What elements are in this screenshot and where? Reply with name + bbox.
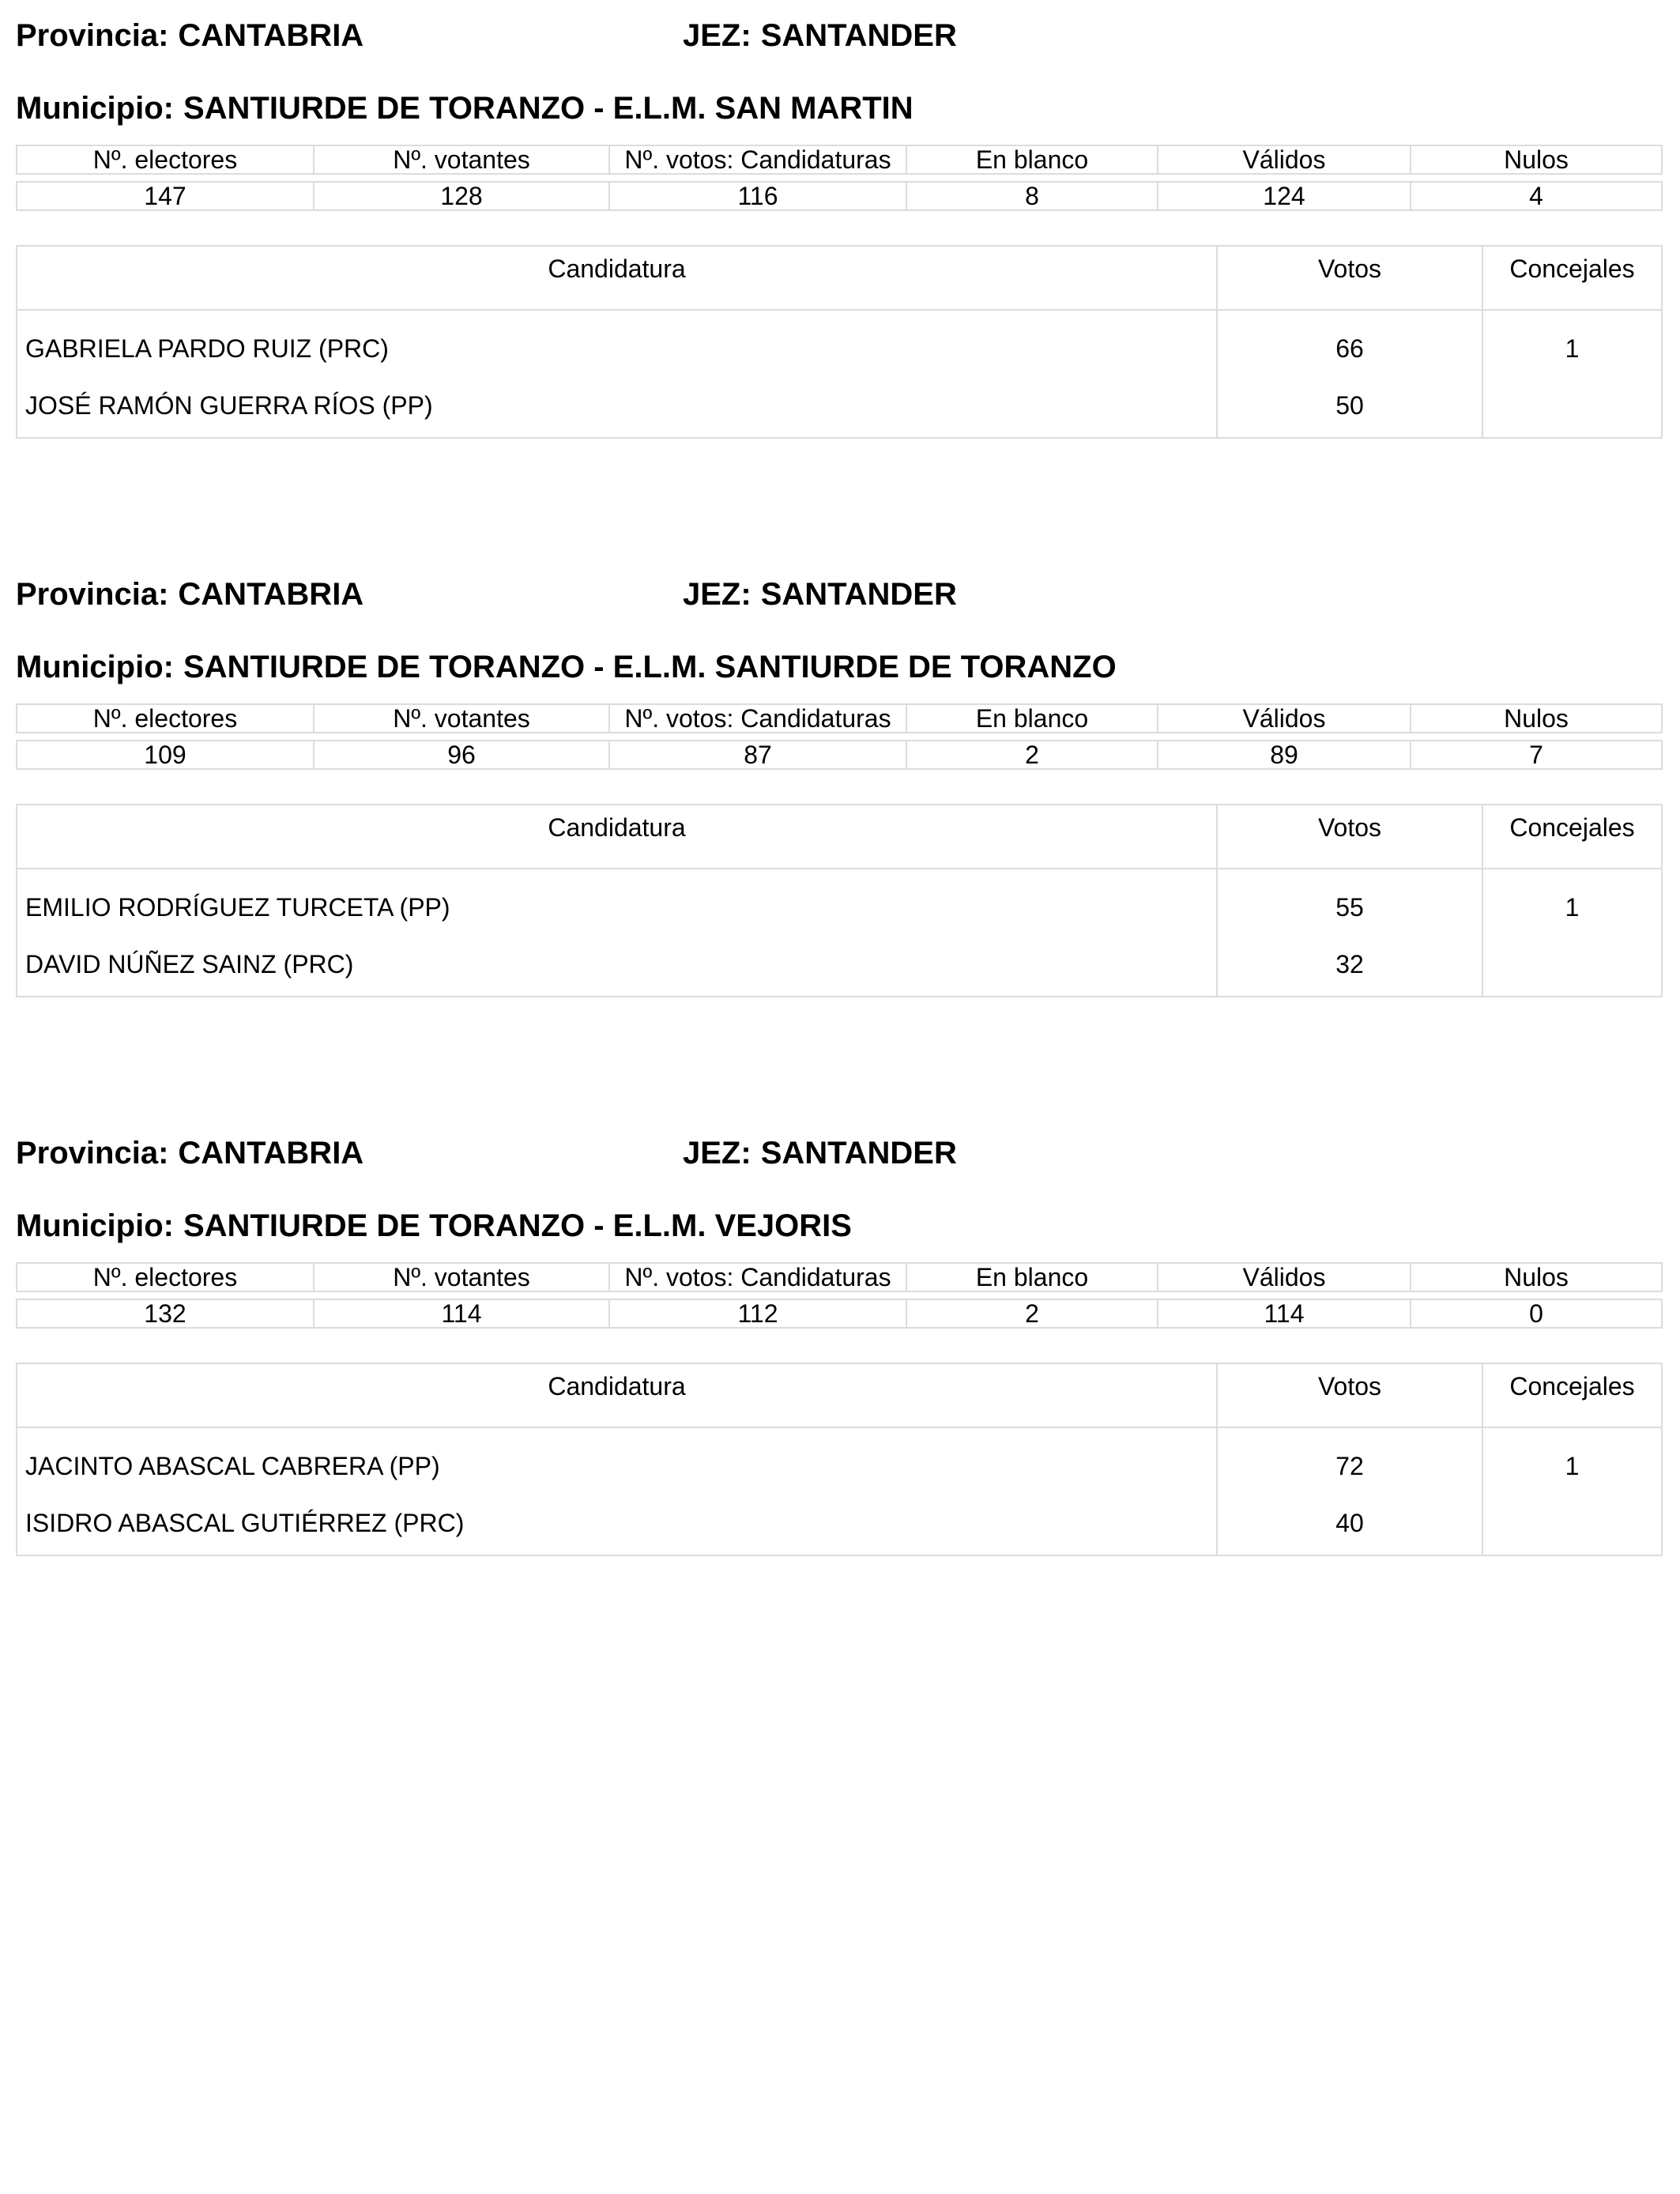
stats-value-cell: 4: [1411, 182, 1662, 210]
results-section: [16, 1118, 1661, 1592]
candidate-votos: 55: [1217, 869, 1482, 936]
concejales-header: Concejales: [1482, 246, 1662, 310]
concejales-header: Concejales: [1482, 1363, 1662, 1427]
candidate-concejales: [1482, 936, 1662, 997]
candidates-table: [16, 245, 1663, 439]
stats-header-row: [17, 145, 1662, 174]
stats-value-cell: 7: [1411, 741, 1662, 769]
stats-value-cell: 87: [609, 741, 906, 769]
stats-header-row: [17, 704, 1662, 733]
stats-header-cell: Válidos: [1158, 145, 1411, 174]
candidatura-header: Candidatura: [17, 1363, 1217, 1427]
provincia-label: Provincia:: [16, 18, 169, 53]
candidate-votos: 66: [1217, 310, 1482, 377]
stats-value-cell: 0: [1411, 1299, 1662, 1328]
provincia-label: Provincia:: [16, 577, 169, 612]
stats-header-cell: Nulos: [1411, 145, 1662, 174]
jez-value: SANTANDER: [760, 18, 957, 53]
stats-header-cell: En blanco: [906, 145, 1158, 174]
municipio-line: [16, 85, 913, 132]
candidate-votos: 50: [1217, 377, 1482, 438]
candidate-row: [17, 936, 1662, 997]
candidate-concejales: [1482, 377, 1662, 438]
votos-header: Votos: [1217, 1363, 1482, 1427]
candidate-row: [17, 869, 1662, 936]
provincia-label: Provincia:: [16, 1136, 169, 1171]
candidatura-header: Candidatura: [17, 805, 1217, 869]
candidate-row: [17, 310, 1662, 377]
provincia-value: CANTABRIA: [178, 1136, 364, 1171]
stats-value-cell: 112: [609, 1299, 906, 1328]
stats-header-cell: Nº. votos: Candidaturas: [609, 704, 906, 733]
stats-value-cell: 132: [17, 1299, 314, 1328]
stats-header-cell: Nº. electores: [17, 145, 314, 174]
municipio-label: Municipio:: [16, 650, 174, 684]
stats-header-cell: Nulos: [1411, 704, 1662, 733]
stats-header-cell: Nº. electores: [17, 704, 314, 733]
candidate-votos: 72: [1217, 1427, 1482, 1495]
stats-value-cell: 2: [906, 1299, 1158, 1328]
stats-value-cell: 124: [1158, 182, 1411, 210]
stats-header-cell: Nº. votantes: [314, 145, 609, 174]
provincia-line: [16, 1129, 363, 1177]
candidate-name: JOSÉ RAMÓN GUERRA RÍOS (PP): [17, 377, 1217, 438]
jez-line: [683, 12, 957, 59]
stats-value-cell: 147: [17, 182, 314, 210]
jez-label: JEZ:: [683, 1136, 751, 1171]
stats-value-cell: 109: [17, 741, 314, 769]
stats-header-cell: En blanco: [906, 1263, 1158, 1291]
candidate-votos: 32: [1217, 936, 1482, 997]
stats-header-cell: Nº. electores: [17, 1263, 314, 1291]
jez-label: JEZ:: [683, 18, 751, 53]
candidate-name: EMILIO RODRÍGUEZ TURCETA (PP): [17, 869, 1217, 936]
stats-header-cell: Nulos: [1411, 1263, 1662, 1291]
stats-value-cell: 2: [906, 741, 1158, 769]
stats-header-cell: Nº. votos: Candidaturas: [609, 145, 906, 174]
candidates-table: [16, 804, 1663, 997]
candidate-concejales: 1: [1482, 310, 1662, 377]
provincia-value: CANTABRIA: [178, 577, 364, 612]
stats-table: [16, 703, 1663, 770]
candidate-name: JACINTO ABASCAL CABRERA (PP): [17, 1427, 1217, 1495]
stats-value-cell: 89: [1158, 741, 1411, 769]
stats-header-cell: Válidos: [1158, 1263, 1411, 1291]
candidate-name: DAVID NÚÑEZ SAINZ (PRC): [17, 936, 1217, 997]
stats-header-cell: Válidos: [1158, 704, 1411, 733]
results-section: [16, 0, 1661, 474]
stats-value-cell: 114: [1158, 1299, 1411, 1328]
stats-value-cell: 96: [314, 741, 609, 769]
municipio-value: SANTIURDE DE TORANZO - E.L.M. SANTIURDE DE TORANZO: [183, 650, 1117, 684]
jez-value: SANTANDER: [760, 577, 957, 612]
candidate-concejales: [1482, 1495, 1662, 1555]
provincia-line: [16, 12, 363, 59]
candidate-row: [17, 1495, 1662, 1555]
votos-header: Votos: [1217, 805, 1482, 869]
municipio-label: Municipio:: [16, 1208, 174, 1243]
candidate-row: [17, 377, 1662, 438]
provincia-value: CANTABRIA: [178, 18, 364, 53]
stats-value-row: [17, 741, 1662, 769]
candidate-concejales: 1: [1482, 1427, 1662, 1495]
results-section: [16, 559, 1661, 1033]
candidatura-header: Candidatura: [17, 246, 1217, 310]
candidates-table: [16, 1363, 1663, 1556]
municipio-value: SANTIURDE DE TORANZO - E.L.M. VEJORIS: [183, 1208, 852, 1243]
stats-header-cell: Nº. votantes: [314, 704, 609, 733]
stats-table: [16, 145, 1663, 211]
municipio-line: [16, 1202, 852, 1250]
stats-header-cell: En blanco: [906, 704, 1158, 733]
jez-line: [683, 1129, 957, 1177]
stats-value-cell: 8: [906, 182, 1158, 210]
stats-value-cell: 116: [609, 182, 906, 210]
stats-value-row: [17, 1299, 1662, 1328]
votos-header: Votos: [1217, 246, 1482, 310]
municipio-line: [16, 643, 1117, 691]
jez-label: JEZ:: [683, 577, 751, 612]
jez-line: [683, 571, 957, 618]
concejales-header: Concejales: [1482, 805, 1662, 869]
candidates-header-row: [17, 246, 1662, 310]
stats-header-cell: Nº. votantes: [314, 1263, 609, 1291]
candidate-concejales: 1: [1482, 869, 1662, 936]
candidate-row: [17, 1427, 1662, 1495]
candidate-votos: 40: [1217, 1495, 1482, 1555]
jez-value: SANTANDER: [760, 1136, 957, 1171]
stats-header-cell: Nº. votos: Candidaturas: [609, 1263, 906, 1291]
candidates-header-row: [17, 1363, 1662, 1427]
stats-value-cell: 114: [314, 1299, 609, 1328]
candidate-name: GABRIELA PARDO RUIZ (PRC): [17, 310, 1217, 377]
stats-header-row: [17, 1263, 1662, 1291]
provincia-line: [16, 571, 363, 618]
stats-value-cell: 128: [314, 182, 609, 210]
municipio-label: Municipio:: [16, 91, 174, 126]
candidate-name: ISIDRO ABASCAL GUTIÉRREZ (PRC): [17, 1495, 1217, 1555]
candidates-header-row: [17, 805, 1662, 869]
municipio-value: SANTIURDE DE TORANZO - E.L.M. SAN MARTIN: [183, 91, 913, 126]
stats-value-row: [17, 182, 1662, 210]
stats-table: [16, 1262, 1663, 1329]
